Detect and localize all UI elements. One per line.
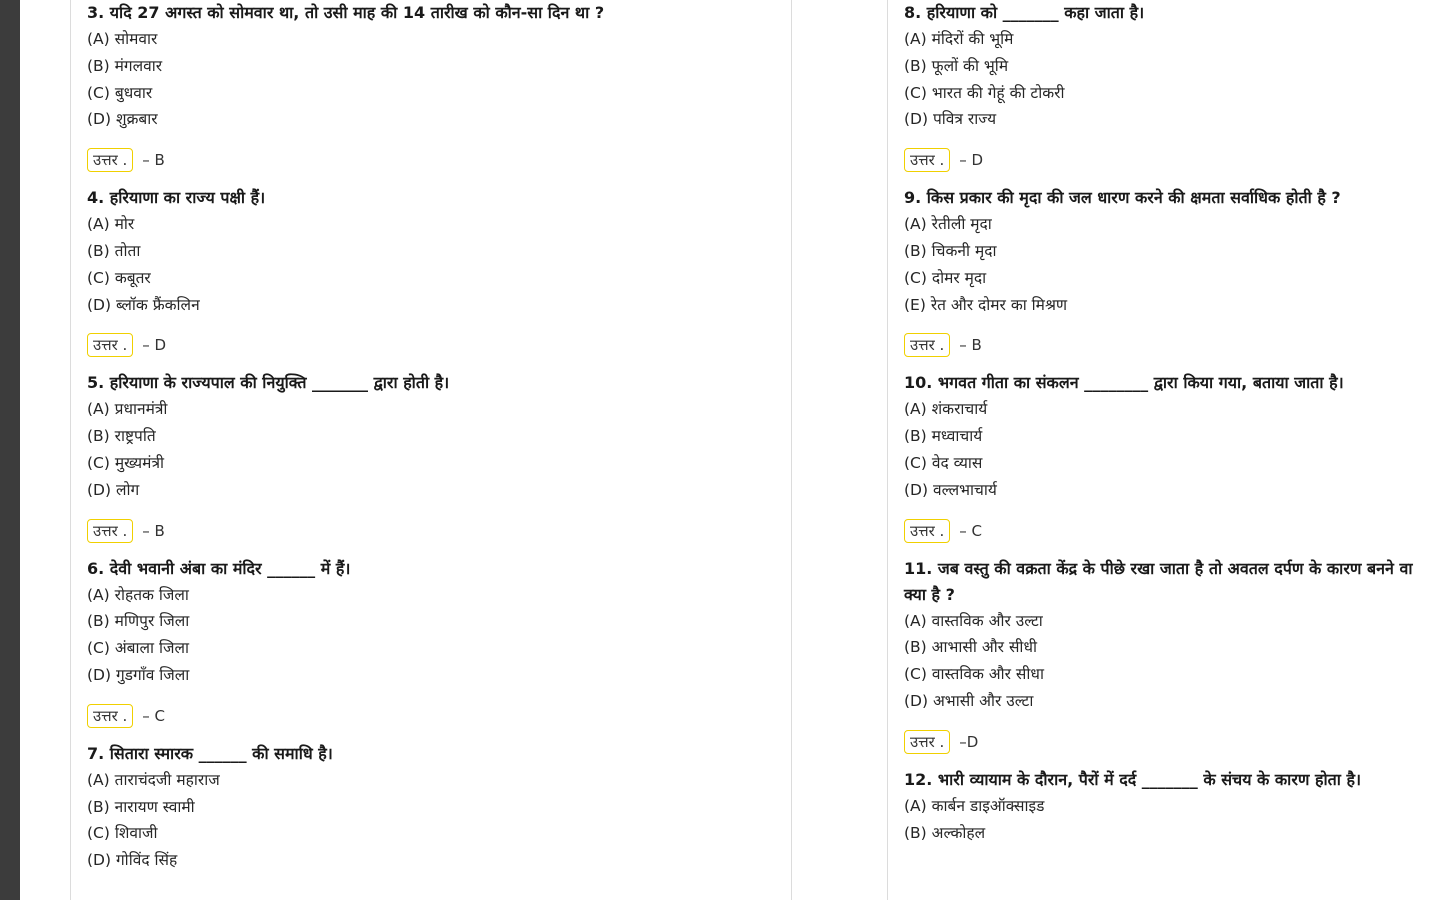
option: (C) शिवाजी (87, 824, 158, 843)
question-text: 3. यदि 27 अगस्त को सोमवार था, तो उसी माह की 14 तारीख को कौन-सा दिन था ? (87, 3, 605, 22)
answer-label: उत्तर . (87, 148, 133, 172)
question-text: 8. हरियाणा को _______ कहा जाता है। (904, 3, 1145, 22)
answer-row (904, 330, 1440, 360)
option: (C) बुधवार (87, 83, 153, 102)
answer-row (87, 330, 787, 360)
option: (D) गुडगाँव जिला (87, 665, 190, 684)
option: (B) मध्वाचार्य (904, 427, 983, 446)
question-block-12 (904, 767, 1440, 847)
option: (D) शुक्रबार (87, 110, 158, 129)
answer-value: – B (959, 336, 982, 355)
answer-row (87, 145, 787, 175)
question-text: 11. जब वस्तु की वक्रता केंद्र के पीछे रखा जाता है तो अवतल दर्पण के कारण बनने वा (904, 558, 1413, 578)
answer-row (87, 701, 787, 731)
option: (D) अभासी और उल्टा (904, 691, 1034, 710)
viewer-sidebar (0, 0, 20, 900)
question-block-10 (904, 370, 1440, 545)
question-block-11 (904, 556, 1440, 757)
question-block-5 (87, 370, 787, 545)
answer-label: उत्तर . (904, 333, 950, 357)
question-block-9 (904, 185, 1440, 360)
question-text: 9. किस प्रकार की मृदा की जल धारण करने की क्षमता सर्वाधिक होती है ? (904, 188, 1341, 208)
option: (B) तोता (87, 241, 141, 260)
question-text: 10. भगवत गीता का संकलन ________ द्वारा किया गया, बताया जाता है। (904, 373, 1344, 393)
option: (B) राष्ट्रपति (87, 427, 156, 446)
answer-row (87, 516, 787, 546)
option: (B) मंगलवार (87, 56, 163, 75)
option: (D) ब्लॉक फ्रैंकलिन (87, 295, 200, 314)
option: (A) रेतीली मृदा (904, 215, 992, 234)
option: (A) प्रधानमंत्री (87, 400, 168, 419)
option: (C) भारत की गेहूं की टोकरी (904, 83, 1065, 102)
answer-label: उत्तर . (904, 730, 950, 754)
question-block-6 (87, 556, 787, 731)
option: (C) कबूतर (87, 268, 151, 287)
option: (A) रोहतक जिला (87, 585, 189, 604)
option: (D) पवित्र राज्य (904, 110, 997, 129)
question-text: 12. भारी व्यायाम के दौरान, पैरों में दर्द _______ के संचय के कारण होता है। (904, 769, 1362, 789)
option: (B) मणिपुर जिला (87, 612, 190, 631)
option: (C) वास्तविक और सीधा (904, 665, 1044, 684)
option: (B) अल्कोहल (904, 823, 986, 842)
answer-value: – D (142, 336, 167, 355)
question-text-continued: क्या है ? (904, 584, 955, 604)
answer-value: – D (959, 151, 984, 170)
page-right (887, 0, 1440, 900)
answer-row (904, 145, 1440, 175)
option: (A) वास्तविक और उल्टा (904, 611, 1043, 630)
question-text: 6. देवी भवानी अंबा का मंदिर ______ में हैं। (87, 558, 351, 578)
answer-row (904, 727, 1440, 757)
answer-value: – C (142, 706, 166, 725)
page-left (70, 0, 792, 900)
answer-label: उत्तर . (87, 333, 133, 357)
answer-label: उत्तर . (87, 704, 133, 728)
question-block-3 (87, 0, 787, 175)
answer-value: – B (142, 521, 165, 540)
question-text: 5. हरियाणा के राज्यपाल की नियुक्ति _______ द्वारा होती है। (87, 373, 450, 393)
answer-label: उत्तर . (904, 519, 950, 543)
option: (A) कार्बन डाइऑक्साइड (904, 796, 1045, 815)
answer-value: – B (142, 151, 165, 170)
question-block-4 (87, 185, 787, 360)
answer-value: –D (959, 732, 979, 751)
option: (A) शंकराचार्य (904, 400, 988, 419)
option: (D) वल्लभाचार्य (904, 480, 997, 499)
option: (C) मुख्यमंत्री (87, 453, 165, 472)
question-text: 4. हरियाणा का राज्य पक्षी हैं। (87, 188, 266, 208)
option: (C) वेद व्यास (904, 453, 983, 472)
answer-label: उत्तर . (904, 148, 950, 172)
question-block-7 (87, 741, 787, 874)
answer-row (904, 516, 1440, 546)
right-column (904, 0, 1440, 846)
option: (A) सोमवार (87, 30, 158, 48)
option: (D) लोग (87, 480, 140, 499)
option: (C) दोमर मृदा (904, 268, 987, 287)
answer-value: – C (959, 521, 983, 540)
option: (B) आभासी और सीधी (904, 638, 1037, 657)
option: (B) नारायण स्वामी (87, 797, 195, 816)
option: (A) मोर (87, 215, 135, 234)
answer-label: उत्तर . (87, 519, 133, 543)
question-text: 7. सितारा स्मारक ______ की समाधि है। (87, 743, 333, 763)
option: (D) गोविंद सिंह (87, 851, 178, 870)
option: (A) मंदिरों की भूमि (904, 30, 1014, 48)
option: (B) चिकनी मृदा (904, 241, 997, 260)
left-column (87, 0, 787, 874)
option: (C) अंबाला जिला (87, 639, 190, 658)
option: (B) फूलों की भूमि (904, 56, 1009, 75)
option: (E) रेत और दोमर का मिश्रण (904, 295, 1068, 314)
question-block-8 (904, 0, 1440, 175)
option: (A) ताराचंदजी महाराज (87, 770, 220, 789)
